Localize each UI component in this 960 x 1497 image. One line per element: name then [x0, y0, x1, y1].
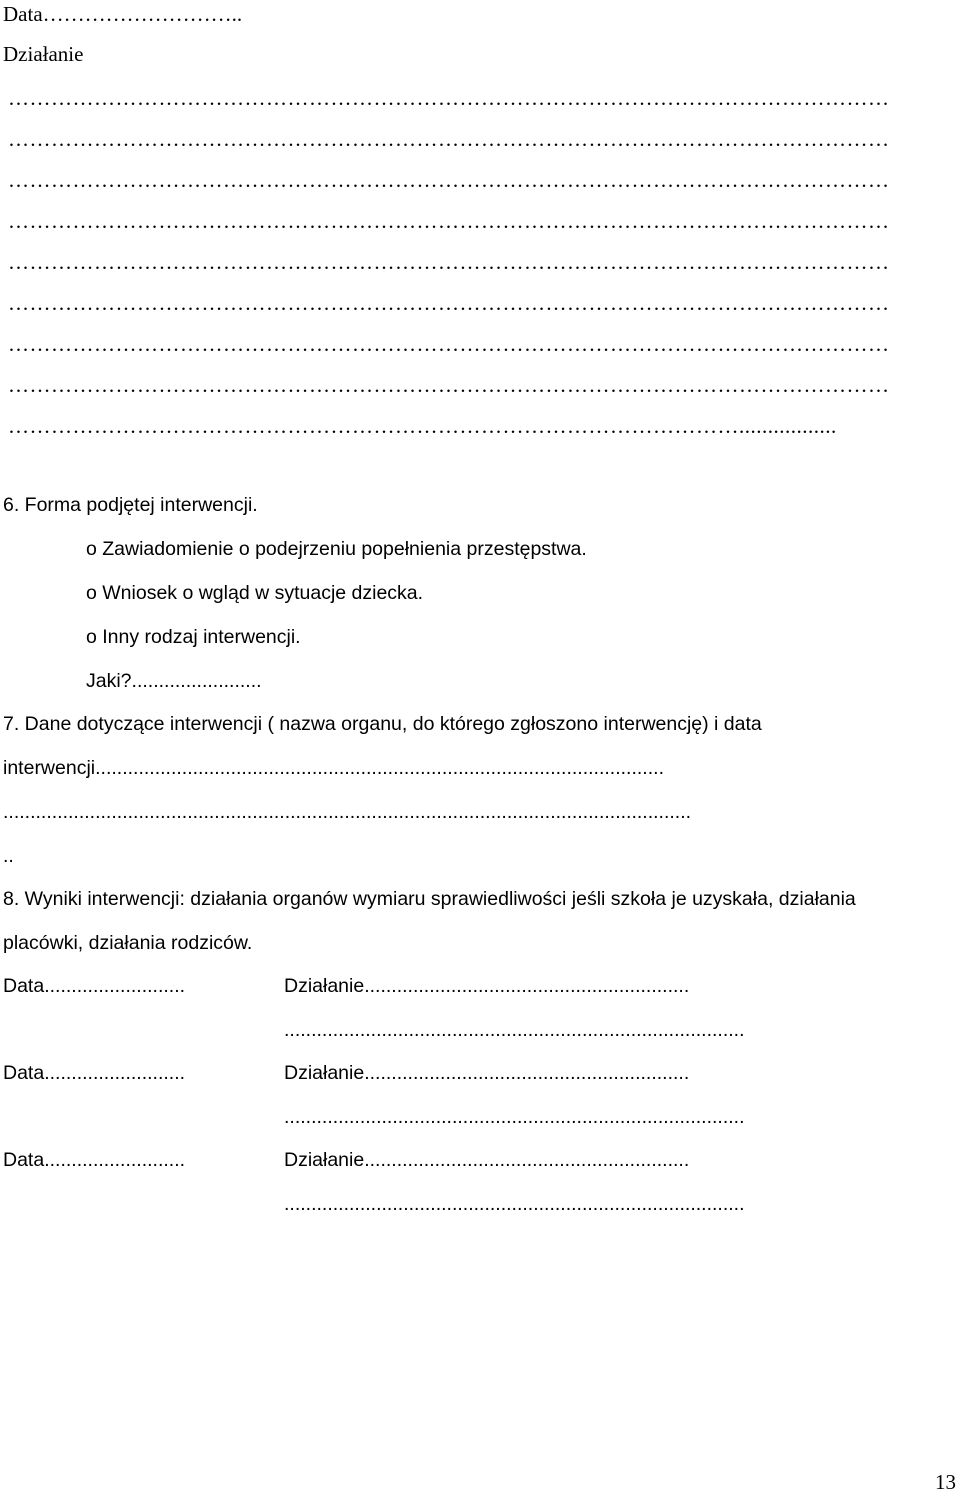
entry-continuation: ..................................................................................... [284, 1106, 745, 1128]
entry-continuation: ..................................................................................... [284, 1019, 745, 1041]
entry-data: Data.......................... [3, 1149, 186, 1171]
entry-dzialanie: Działanie............................................................ [284, 1062, 690, 1084]
section-7-dotted: interwencji......................................................................................................... [3, 759, 664, 779]
dotted-line: …………………………………………………………………………………………………………… [8, 293, 890, 314]
dotted-line: …………………………………………………………………………………………………………… [8, 334, 890, 355]
option-wniosek: o Wniosek o wgląd w sytuacje dziecka. [86, 582, 424, 604]
dotted-line: …………………………………………………………………………………………………………… [8, 252, 890, 273]
dotted-line-last: …………………………………………………………………………………………................. [8, 416, 837, 437]
data-label: Data……………………….. [3, 2, 243, 26]
page-number: 13 [935, 1470, 956, 1494]
section-6-title: 6. Forma podjętej interwencji. [3, 494, 258, 516]
dotted-line: …………………………………………………………………………………………………………… [8, 375, 890, 396]
dotted-line: …………………………………………………………………………………………………………… [8, 88, 890, 109]
dzialanie-label: Działanie [3, 42, 84, 66]
dotted-line: …………………………………………………………………………………………………………… [8, 129, 890, 150]
section-8-title: 8. Wyniki interwencji: działania organów wymiaru sprawiedliwości jeśli szkoła je uzyskała, działania [3, 888, 856, 910]
entry-data: Data.......................... [3, 975, 186, 997]
entry-dzialanie: Działanie............................................................ [284, 975, 690, 997]
entry-data: Data.......................... [3, 1062, 186, 1084]
section-7-title: 7. Dane dotyczące interwencji ( nazwa organu, do którego zgłoszono interwencję) i data [3, 713, 762, 735]
section-7-dotted: .. [3, 845, 14, 867]
dotted-line: …………………………………………………………………………………………………………… [8, 211, 890, 232]
option-inny: o Inny rodzaj interwencji. [86, 626, 301, 648]
jaki-field: Jaki?........................ [86, 670, 262, 692]
entry-dzialanie: Działanie............................................................ [284, 1149, 690, 1171]
option-zawiadomienie: o Zawiadomienie o podejrzeniu popełnienia przestępstwa. [86, 538, 587, 560]
section-8-subtitle: placówki, działania rodziców. [3, 932, 253, 954]
entry-continuation: ..................................................................................... [284, 1193, 745, 1215]
section-7-dotted: ............................................................................................................................... [3, 803, 692, 823]
dotted-line: …………………………………………………………………………………………………………… [8, 170, 890, 191]
